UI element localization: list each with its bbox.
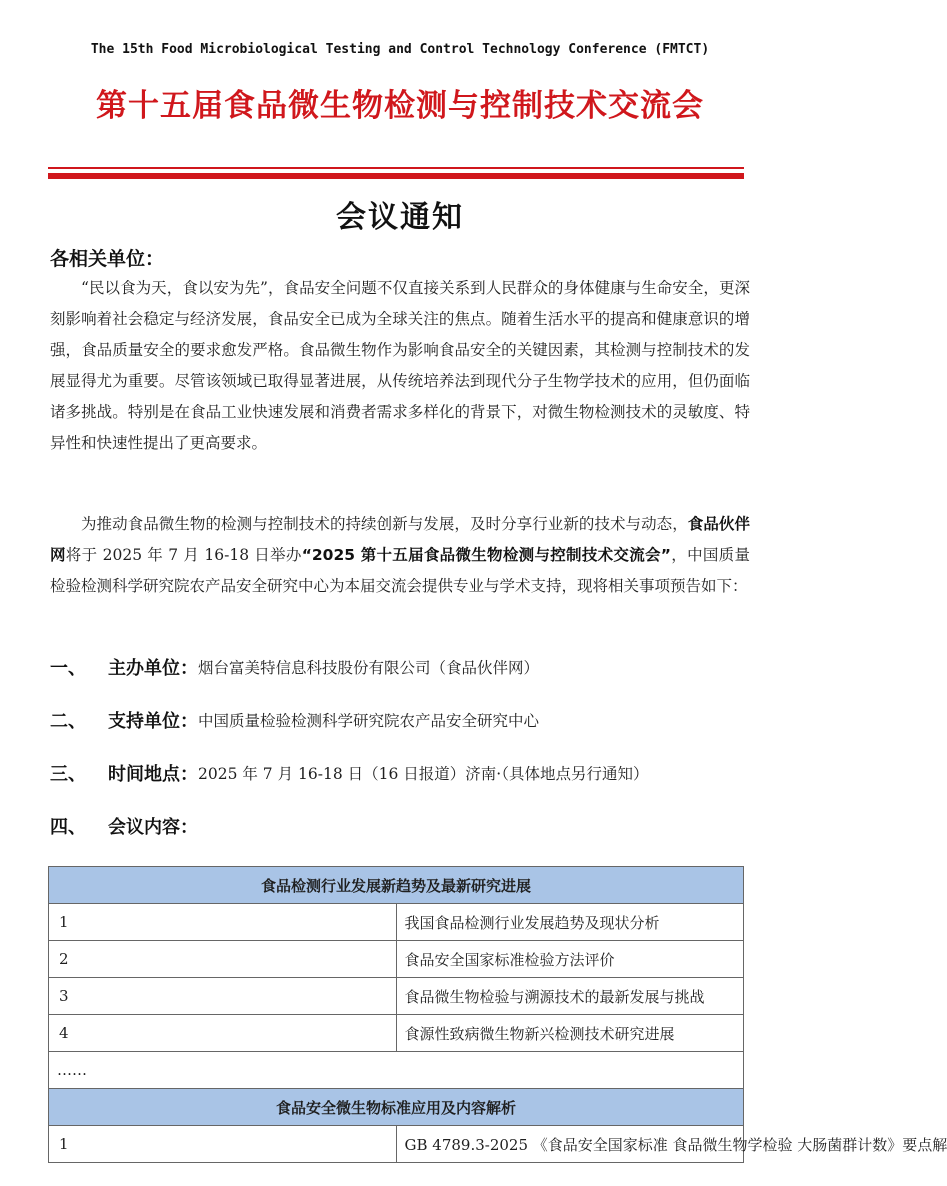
header-rule-thick bbox=[48, 173, 744, 179]
item-value: 中国质量检验检测科学研究院农产品安全研究中心 bbox=[198, 712, 540, 730]
intro-paragraph: “民以食为天，食以安为先”，食品安全问题不仅直接关系到人民群众的身体健康与生命安全，更深刻影响着社会稳定与经济发展，食品安全已成为全球关注的焦点。随着生活水平的提高和健康意识的增强，食品质量安全的要求愈发严格。食品微生物作为影响食品安全的关键因素，其检测与控制技术的发展显得尤为重要。尽管该领域已取得显著进展，从传统培养法到现代分子生物学技术的应用，但仍面临诸多挑战。特别是在食品工业快速发展和消费者需求多样化的背景下，对微生物检测技术的灵敏度、特异性和快速性提出了更高要求。 bbox=[50, 279, 750, 452]
item-number: 一、 bbox=[50, 658, 86, 679]
row-number: 3 bbox=[49, 978, 397, 1015]
info-item-time-place bbox=[50, 758, 760, 788]
row-topic: 我国食品检测行业发展趋势及现状分析 bbox=[396, 904, 744, 941]
announcement-text: 将于 2025 年 7 月 16-18 日举办 bbox=[65, 546, 302, 564]
ellipsis: …… bbox=[49, 1052, 744, 1089]
announcement-text: ，中国质量检验检测科学研究院农产品安全研究中心为本届交流会提供专业与学术支持，现将相关事项预告如下： bbox=[50, 546, 750, 595]
item-label: 会议内容： bbox=[108, 817, 198, 838]
salutation: 各相关单位： bbox=[50, 248, 165, 270]
section-header bbox=[49, 867, 744, 904]
english-title: The 15th Food Microbiological Testing and Control Technology Conference (FMTCT) bbox=[90, 42, 710, 57]
table-row bbox=[49, 1126, 744, 1163]
row-number: 4 bbox=[49, 1015, 397, 1052]
chinese-title: 第十五届食品微生物检测与控制技术交流会 bbox=[96, 88, 704, 124]
notice-title: 会议通知 bbox=[336, 200, 464, 235]
table-row bbox=[49, 1015, 744, 1052]
ellipsis-row bbox=[49, 1052, 744, 1089]
agenda-table bbox=[48, 866, 947, 1163]
row-topic: GB 4789.3-2025 《食品安全国家标准 食品微生物学检验 大肠菌群计数》要点解 bbox=[396, 1126, 744, 1163]
item-number: 四、 bbox=[50, 817, 86, 838]
item-label: 时间地点： bbox=[108, 764, 198, 785]
item-number: 三、 bbox=[50, 764, 86, 785]
info-item-host bbox=[50, 652, 760, 682]
table-row bbox=[49, 904, 744, 941]
item-value: 2025 年 7 月 16-18 日（16 日报道）济南·（具体地点另行通知） bbox=[198, 765, 649, 783]
item-value: 烟台富美特信息科技股份有限公司（食品伙伴网） bbox=[198, 659, 540, 677]
table-row bbox=[49, 941, 744, 978]
item-number: 二、 bbox=[50, 711, 86, 732]
row-topic: 食品微生物检验与溯源技术的最新发展与挑战 bbox=[396, 978, 744, 1015]
row-number: 1 bbox=[49, 1126, 397, 1163]
row-topic: 食源性致病微生物新兴检测技术研究进展 bbox=[396, 1015, 744, 1052]
header-rule-thin bbox=[48, 167, 744, 169]
table-row bbox=[49, 978, 744, 1015]
info-item-content bbox=[50, 811, 760, 841]
info-item-support bbox=[50, 705, 760, 735]
item-label: 主办单位： bbox=[108, 658, 198, 679]
section-title: 食品检测行业发展新趋势及最新研究进展 bbox=[49, 867, 744, 904]
item-label: 支持单位： bbox=[108, 711, 198, 732]
announcement-paragraph bbox=[50, 509, 750, 602]
row-topic: 食品安全国家标准检验方法评价 bbox=[396, 941, 744, 978]
section-title: 食品安全微生物标准应用及内容解析 bbox=[49, 1089, 744, 1126]
row-number: 1 bbox=[49, 904, 397, 941]
organizer-name: 食品伙伴网 bbox=[50, 515, 750, 564]
section-header bbox=[49, 1089, 744, 1126]
event-name: “2025 第十五届食品微生物检测与控制技术交流会” bbox=[301, 546, 671, 564]
announcement-text: 为推动食品微生物的检测与控制技术的持续创新与发展，及时分享行业新的技术与动态， bbox=[81, 515, 688, 533]
row-number: 2 bbox=[49, 941, 397, 978]
